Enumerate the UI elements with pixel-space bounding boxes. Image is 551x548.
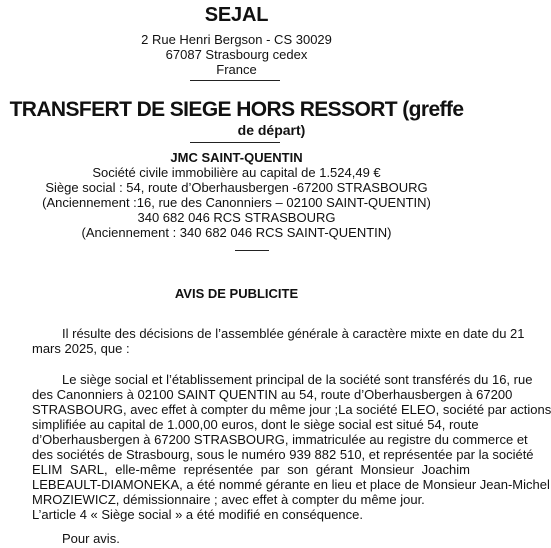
entity-name: JMC SAINT-QUENTIN xyxy=(170,150,303,165)
divider xyxy=(235,250,269,251)
closing-line: Pour avis. xyxy=(62,531,120,546)
entity-line: 340 682 046 RCS STRASBOURG xyxy=(137,210,336,225)
paragraph-resolution xyxy=(2,326,525,356)
paragraph-line: mars 2025, que : xyxy=(32,341,130,356)
entity-line: Siège social : 54, route d’Oberhausbergen -67200 STRASBOURG xyxy=(45,180,428,195)
paragraph-line: L’article 4 « Siège social » a été modifié en conséquence. xyxy=(32,507,363,522)
notice-headline: TRANSFERT DE SIEGE HORS RESSORT (greffe xyxy=(9,98,464,121)
notice-headline-continued: de départ) xyxy=(237,122,306,138)
entity-line: (Anciennement :16, rue des Canonniers – 02100 SAINT-QUENTIN) xyxy=(42,195,431,210)
paragraph-line: LEBEAULT-DIAMONEKA, a été nommé gérante en lieu et place de Monsieur Jean-Michel xyxy=(32,477,550,492)
paragraph-line: Il résulte des décisions de l’assemblée générale à caractère mixte en date du 21 xyxy=(62,326,525,341)
notice-title: AVIS DE PUBLICITE xyxy=(174,286,299,301)
paragraph-transfer xyxy=(2,372,551,522)
divider xyxy=(190,80,280,81)
paragraph-line: des Canonniers à 02100 SAINT QUENTIN au 54, route d’Oberhausbergen à 67200 xyxy=(32,387,513,402)
company-address xyxy=(0,32,473,77)
entity-line: Société civile immobilière au capital de 1.524,49 € xyxy=(92,165,381,180)
entity-block xyxy=(0,150,473,240)
paragraph-line: simplifiée au capital de 1.000,00 euros, dont le siège social est situé 54, route xyxy=(32,417,479,432)
address-line: 67087 Strasbourg cedex xyxy=(165,47,308,62)
paragraph-line: STRASBOURG, avec effet à compter du même jour ;La société ELEO, société par actions xyxy=(32,402,551,417)
entity-line: (Anciennement : 340 682 046 RCS SAINT-QUENTIN) xyxy=(81,225,392,240)
paragraph-line: MROZIEWICZ, démissionnaire ; avec effet à compter du même jour. xyxy=(32,492,425,507)
company-name: SEJAL xyxy=(204,4,269,26)
address-line: France xyxy=(216,62,257,77)
paragraph-line: Le siège social et l’établissement principal de la société sont transférés du 16, rue xyxy=(62,372,533,387)
paragraph-line: ELIM SARL, elle-même représentée par son gérant Monsieur Joachim xyxy=(32,462,470,477)
paragraph-line: d’Oberhausbergen à 67200 STRASBOURG, immatriculée au registre du commerce et xyxy=(32,432,528,447)
divider xyxy=(190,142,280,143)
paragraph-line: des sociétés de Strasbourg, sous le numéro 939 882 510, et représentée par la société xyxy=(32,447,534,462)
address-line: 2 Rue Henri Bergson - CS 30029 xyxy=(141,32,332,47)
closing-text xyxy=(2,531,470,546)
